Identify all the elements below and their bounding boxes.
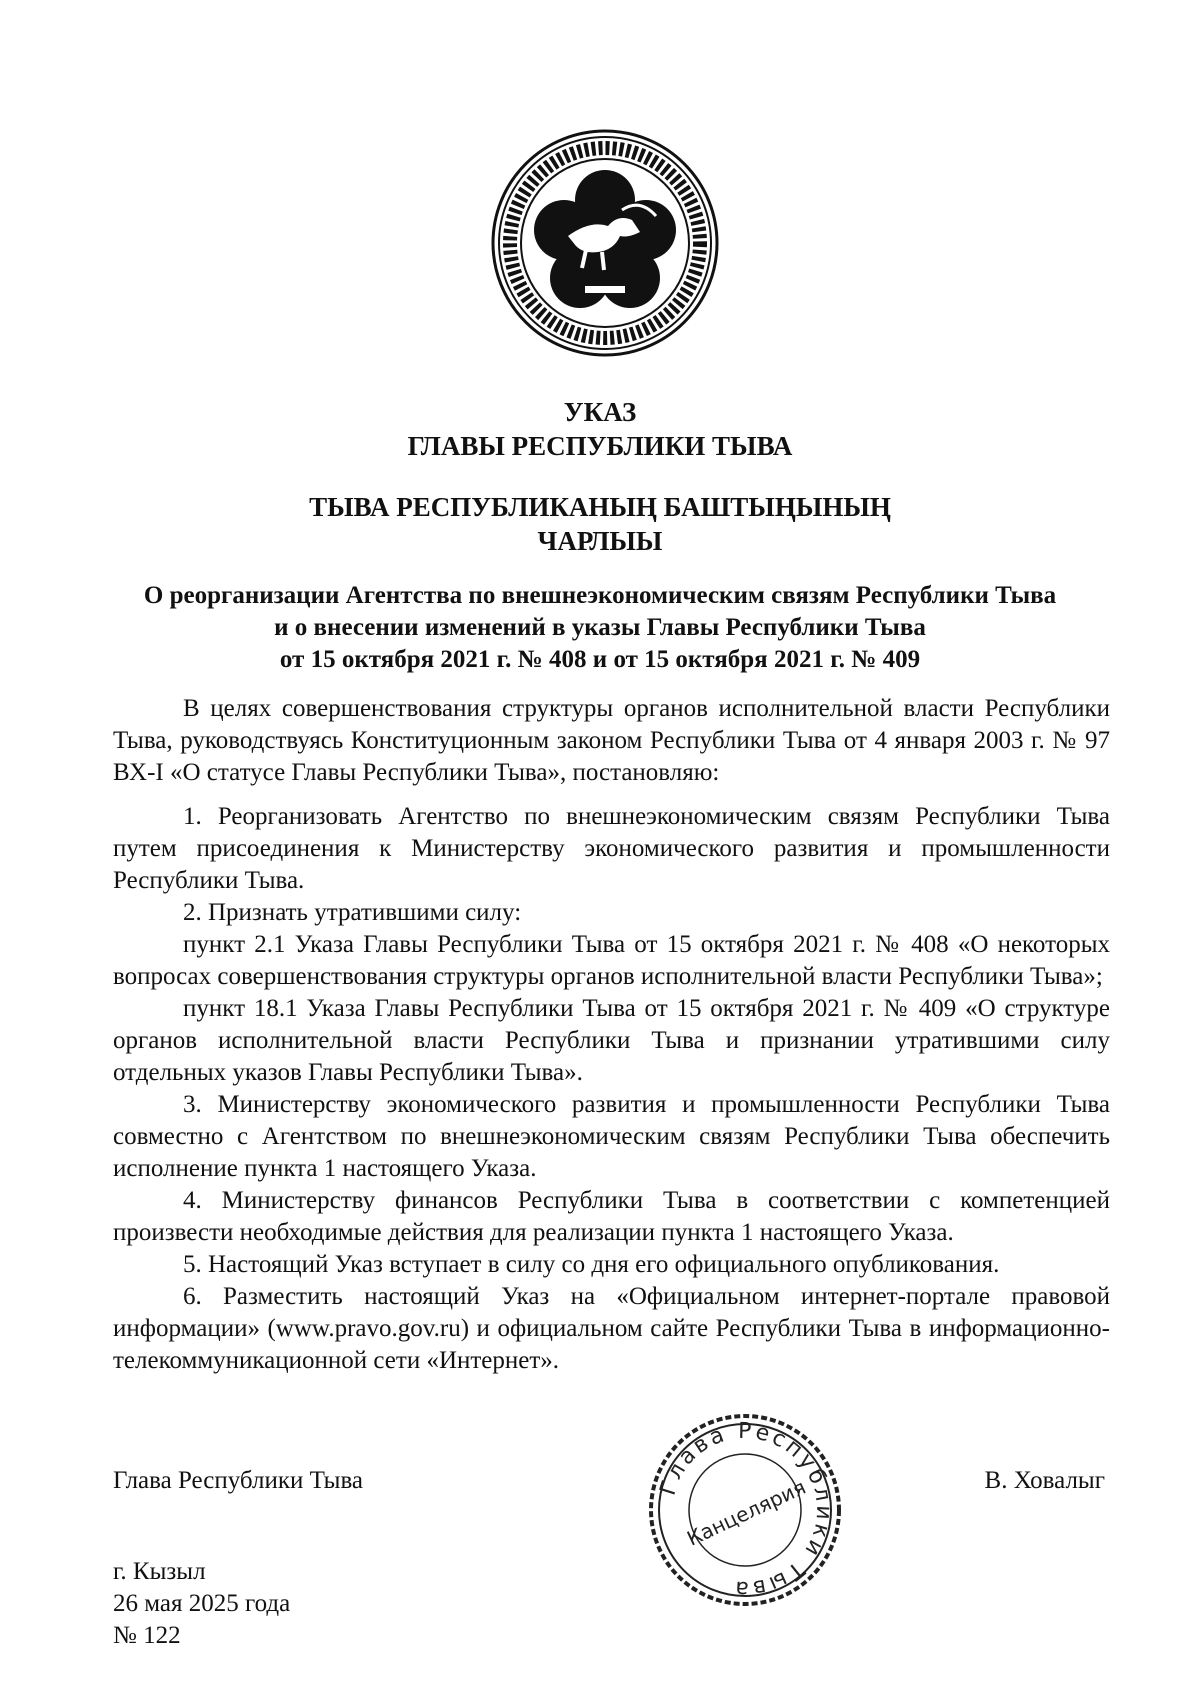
decree-title bbox=[100, 580, 1100, 676]
place-city: г. Кызыл bbox=[113, 1558, 206, 1585]
signatory-name: В. Ховалыг bbox=[984, 1467, 1105, 1494]
decree-header-tyv-line2: ЧАРЛЫЫ bbox=[537, 526, 663, 556]
item-3-paragraph: 3. Министерству экономического развития и промышленности Республики Тыва совместно с Агентством по внешнеэкономическим связям Республики Тыва обеспечить исполнение пункта 1 настоящего Указа. bbox=[113, 1091, 1110, 1182]
office-stamp bbox=[645, 1410, 845, 1610]
preamble-paragraph: В целях совершенствования структуры органов исполнительной власти Республики Тыва, руководствуясь Конституционным законом Республики Тыва от 4 января 2003 г. № 97 ВХ-I «О статусе Главы Республики Тыва», постановляю: bbox=[113, 695, 1110, 786]
decree-header bbox=[0, 395, 1200, 463]
item-2a-paragraph: пункт 2.1 Указа Главы Республики Тыва от 15 октября 2021 г. № 408 «О некоторых вопросах совершенствования структуры органов исполнительной власти Республики Тыва»; bbox=[113, 931, 1110, 990]
decree-date: 26 мая 2025 года bbox=[113, 1590, 291, 1617]
place-date-number bbox=[113, 1556, 290, 1652]
item-2b-paragraph: пункт 18.1 Указа Главы Республики Тыва от 15 октября 2021 г. № 409 «О структуре органов исполнительной власти Республики Тыва и признании утратившими силу отдельных указов Главы Республики Тыва». bbox=[113, 995, 1110, 1086]
signatory-position: Глава Республики Тыва bbox=[113, 1467, 364, 1494]
item-5-paragraph: 5. Настоящий Указ вступает в силу со дня его официального опубликования. bbox=[183, 1251, 1000, 1278]
item-1-paragraph: 1. Реорганизовать Агентство по внешнеэкономическим связям Республики Тыва путем присоединения к Министерству экономического развития и промышленности Республики Тыва. bbox=[113, 803, 1110, 894]
item-6-paragraph: 6. Разместить настоящий Указ на «Официальном интернет-портале правовой информации» (www.pravo.gov.ru) и официальном сайте Республики Тыва в информационно-телекоммуникационной сети «Интернет». bbox=[113, 1283, 1110, 1374]
decree-header-tyv bbox=[0, 490, 1200, 558]
item-4-paragraph: 4. Министерству финансов Республики Тыва в соответствии с компетенцией произвести необходимые действия для реализации пункта 1 настоящего Указа. bbox=[113, 1187, 1110, 1246]
decree-title-line2: и о внесении изменений в указы Главы Республики Тыва bbox=[274, 614, 926, 641]
stamp-center-text: Канцелярия bbox=[683, 1474, 810, 1551]
decree-title-line1: О реорганизации Агентства по внешнеэкономическим связям Республики Тыва bbox=[143, 582, 1057, 609]
decree-header-ru-line1: УКАЗ bbox=[563, 397, 637, 427]
decree-title-line3: от 15 октября 2021 г. № 408 и от 15 октября 2021 г. № 409 bbox=[279, 646, 921, 673]
coat-of-arms-emblem bbox=[490, 128, 720, 358]
decree-number: № 122 bbox=[113, 1622, 181, 1649]
decree-body bbox=[113, 693, 1110, 1377]
item-2-paragraph: 2. Признать утратившими силу: bbox=[183, 899, 522, 926]
decree-header-tyv-line1: ТЫВА РЕСПУБЛИКАНЫҢ БАШТЫҢЫНЫҢ bbox=[309, 492, 891, 522]
stamp-ring-text: Глава Республики Тыва bbox=[655, 1418, 837, 1602]
decree-header-ru-line2: ГЛАВЫ РЕСПУБЛИКИ ТЫВА bbox=[407, 431, 793, 461]
